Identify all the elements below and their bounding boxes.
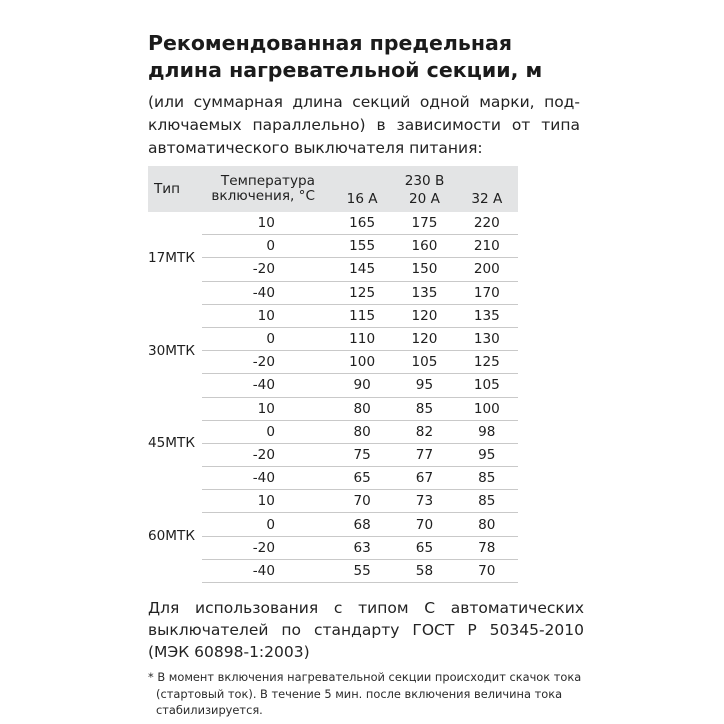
length-cell: 95 bbox=[393, 374, 455, 397]
length-cell: 67 bbox=[393, 467, 455, 490]
length-cell: 200 bbox=[456, 258, 518, 281]
table-row bbox=[148, 327, 518, 350]
temperature-cell: 0 bbox=[202, 235, 331, 258]
length-cell: 68 bbox=[331, 513, 393, 536]
header-amp-20: 20 А bbox=[393, 190, 455, 212]
header-temperature bbox=[202, 166, 331, 212]
footnote-line: * В момент включения нагревательной секции происходит скачок тока bbox=[148, 670, 582, 684]
length-cell: 115 bbox=[331, 304, 393, 327]
length-cell: 85 bbox=[456, 467, 518, 490]
cable-type-cell: 30МТК bbox=[148, 342, 195, 359]
temperature-cell: 0 bbox=[202, 327, 331, 350]
temperature-cell: 0 bbox=[202, 420, 331, 443]
length-cell: 155 bbox=[331, 235, 393, 258]
length-cell: 135 bbox=[456, 304, 518, 327]
length-table bbox=[148, 166, 518, 583]
footnote-line: стабилизируется. bbox=[156, 703, 263, 717]
table-row bbox=[148, 258, 518, 281]
length-cell: 80 bbox=[456, 513, 518, 536]
table-row bbox=[148, 374, 518, 397]
length-cell: 105 bbox=[393, 351, 455, 374]
length-cell: 125 bbox=[331, 281, 393, 304]
length-cell: 55 bbox=[331, 559, 393, 582]
header-temperature-line: включения, °С bbox=[211, 188, 315, 204]
header-amp-16: 16 А bbox=[331, 190, 393, 212]
length-cell: 78 bbox=[456, 536, 518, 559]
length-cell: 65 bbox=[331, 467, 393, 490]
table-header bbox=[148, 166, 518, 212]
temperature-cell: 10 bbox=[202, 397, 331, 420]
footnote-line: (стартовый ток). В течение 5 мин. после включения величина тока bbox=[156, 686, 563, 701]
temperature-cell: -20 bbox=[202, 258, 331, 281]
length-cell: 145 bbox=[331, 258, 393, 281]
temperature-cell: -40 bbox=[202, 559, 331, 582]
table-row bbox=[148, 536, 518, 559]
table-row bbox=[148, 212, 518, 235]
length-cell: 70 bbox=[456, 559, 518, 582]
temperature-cell: -20 bbox=[202, 536, 331, 559]
length-cell: 98 bbox=[456, 420, 518, 443]
table-body bbox=[148, 212, 518, 583]
length-cell: 80 bbox=[331, 397, 393, 420]
temperature-cell: -20 bbox=[202, 351, 331, 374]
table-row bbox=[148, 281, 518, 304]
table-row bbox=[148, 351, 518, 374]
table-row bbox=[148, 420, 518, 443]
temperature-cell: -40 bbox=[202, 281, 331, 304]
length-cell: 58 bbox=[393, 559, 455, 582]
header-temperature-line: Температура bbox=[220, 173, 315, 189]
length-cell: 63 bbox=[331, 536, 393, 559]
length-cell: 85 bbox=[456, 490, 518, 513]
length-cell: 73 bbox=[393, 490, 455, 513]
table-row bbox=[148, 397, 518, 420]
length-cell: 70 bbox=[331, 490, 393, 513]
table-row bbox=[148, 490, 518, 513]
length-cell: 165 bbox=[331, 212, 393, 235]
table-row bbox=[148, 467, 518, 490]
temperature-cell: 0 bbox=[202, 513, 331, 536]
subtitle: (или суммарная длина секций одной марки, подключаемых параллельно) в зависимости от типа автоматического выключателя питания: bbox=[148, 93, 580, 157]
cable-type-cell: 60МТК bbox=[148, 528, 195, 545]
length-cell: 100 bbox=[331, 351, 393, 374]
temperature-cell: -40 bbox=[202, 374, 331, 397]
length-cell: 160 bbox=[393, 235, 455, 258]
length-cell: 210 bbox=[456, 235, 518, 258]
length-cell: 150 bbox=[393, 258, 455, 281]
length-cell: 77 bbox=[393, 443, 455, 466]
length-cell: 80 bbox=[331, 420, 393, 443]
cable-type-cell: 45МТК bbox=[148, 435, 195, 452]
temperature-cell: -20 bbox=[202, 443, 331, 466]
table-row bbox=[148, 513, 518, 536]
length-cell: 100 bbox=[456, 397, 518, 420]
header-amp-32: 32 А bbox=[456, 190, 518, 212]
temperature-cell: 10 bbox=[202, 490, 331, 513]
length-cell: 125 bbox=[456, 351, 518, 374]
header-voltage: 230 В bbox=[331, 166, 518, 190]
title-line: длина нагревательной секции, м bbox=[148, 58, 543, 82]
table-row bbox=[148, 235, 518, 258]
temperature-cell: -40 bbox=[202, 467, 331, 490]
length-cell: 85 bbox=[393, 397, 455, 420]
header-type: Тип bbox=[148, 166, 202, 212]
length-cell: 110 bbox=[331, 327, 393, 350]
breaker-note: Для использования с типом С автоматических выключателей по стандарту ГОСТ Р 50345-2010 (МЭК 60898-1:2003) bbox=[148, 599, 584, 661]
length-cell: 120 bbox=[393, 304, 455, 327]
length-cell: 75 bbox=[331, 443, 393, 466]
temperature-cell: 10 bbox=[202, 304, 331, 327]
table-row bbox=[148, 443, 518, 466]
length-cell: 70 bbox=[393, 513, 455, 536]
length-cell: 175 bbox=[393, 212, 455, 235]
length-cell: 130 bbox=[456, 327, 518, 350]
length-cell: 95 bbox=[456, 443, 518, 466]
title-line: Рекомендованная предельная bbox=[148, 31, 512, 55]
length-cell: 135 bbox=[393, 281, 455, 304]
length-cell: 90 bbox=[331, 374, 393, 397]
length-cell: 220 bbox=[456, 212, 518, 235]
length-cell: 65 bbox=[393, 536, 455, 559]
footnote bbox=[148, 669, 618, 719]
page-title bbox=[148, 30, 628, 84]
length-cell: 170 bbox=[456, 281, 518, 304]
length-cell: 105 bbox=[456, 374, 518, 397]
cable-type-cell: 17МТК bbox=[148, 250, 195, 267]
table-row bbox=[148, 304, 518, 327]
temperature-cell: 10 bbox=[202, 212, 331, 235]
table-row bbox=[148, 559, 518, 582]
length-cell: 120 bbox=[393, 327, 455, 350]
length-cell: 82 bbox=[393, 420, 455, 443]
